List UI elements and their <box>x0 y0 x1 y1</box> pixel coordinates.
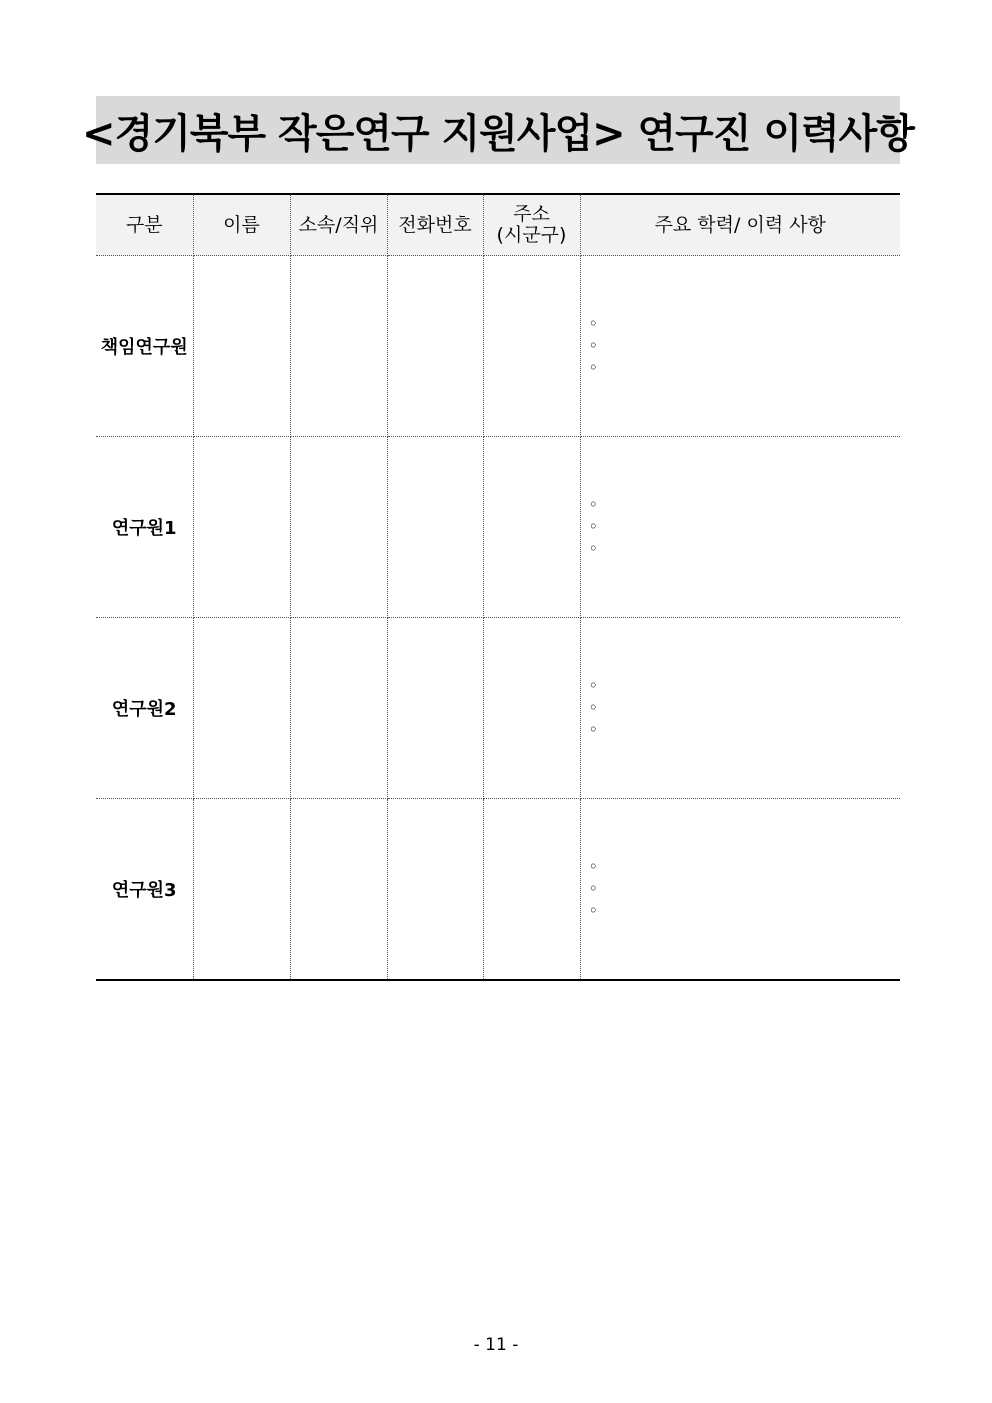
affiliation-cell[interactable] <box>290 799 387 981</box>
table-row <box>96 256 900 437</box>
affiliation-cell[interactable] <box>290 618 387 799</box>
header-address <box>483 194 580 256</box>
address-cell[interactable] <box>483 618 580 799</box>
address-cell[interactable] <box>483 256 580 437</box>
page-number: - 11 - <box>473 1335 519 1355</box>
researcher-table <box>96 193 900 981</box>
header-address-line1: 주소 <box>513 203 550 225</box>
table-row <box>96 437 900 618</box>
career-cell[interactable] <box>580 618 900 799</box>
title-banner <box>82 96 914 164</box>
bullet-item: ◦ <box>588 539 598 558</box>
header-career: 주요 학력/ 이력 사항 <box>580 194 900 256</box>
affiliation-cell[interactable] <box>290 256 387 437</box>
table-row <box>96 618 900 799</box>
header-name: 이름 <box>193 194 290 256</box>
name-cell[interactable] <box>193 799 290 981</box>
career-cell[interactable] <box>580 437 900 618</box>
header-phone: 전화번호 <box>387 194 483 256</box>
bullet-item: ◦ <box>588 698 598 717</box>
bullet-item: ◦ <box>588 517 598 536</box>
name-cell[interactable] <box>193 256 290 437</box>
phone-cell[interactable] <box>387 618 483 799</box>
career-cell[interactable] <box>580 256 900 437</box>
header-affiliation: 소속/직위 <box>290 194 387 256</box>
phone-cell[interactable] <box>387 799 483 981</box>
header-address-line2: (시군구) <box>496 224 567 246</box>
bullet-item: ◦ <box>588 676 598 695</box>
row-role: 연구원3 <box>96 799 193 981</box>
bullet-item: ◦ <box>588 857 598 876</box>
header-category: 구분 <box>96 194 193 256</box>
name-cell[interactable] <box>193 437 290 618</box>
bullet-item: ◦ <box>588 720 598 739</box>
researcher-table-wrapper <box>96 193 900 981</box>
phone-cell[interactable] <box>387 437 483 618</box>
table-header-row <box>96 194 900 256</box>
document-title: <경기북부 작은연구 지원사업> 연구진 이력사항 <box>82 110 914 157</box>
bullet-item: ◦ <box>588 879 598 898</box>
table-row <box>96 799 900 981</box>
row-role: 연구원2 <box>96 618 193 799</box>
name-cell[interactable] <box>193 618 290 799</box>
address-cell[interactable] <box>483 799 580 981</box>
bullet-item: ◦ <box>588 901 598 920</box>
bullet-item: ◦ <box>588 336 598 355</box>
phone-cell[interactable] <box>387 256 483 437</box>
address-cell[interactable] <box>483 437 580 618</box>
bullet-item: ◦ <box>588 314 598 333</box>
affiliation-cell[interactable] <box>290 437 387 618</box>
bullet-item: ◦ <box>588 358 598 377</box>
row-role: 책임연구원 <box>96 256 193 437</box>
row-role: 연구원1 <box>96 437 193 618</box>
bullet-item: ◦ <box>588 495 598 514</box>
career-cell[interactable] <box>580 799 900 981</box>
